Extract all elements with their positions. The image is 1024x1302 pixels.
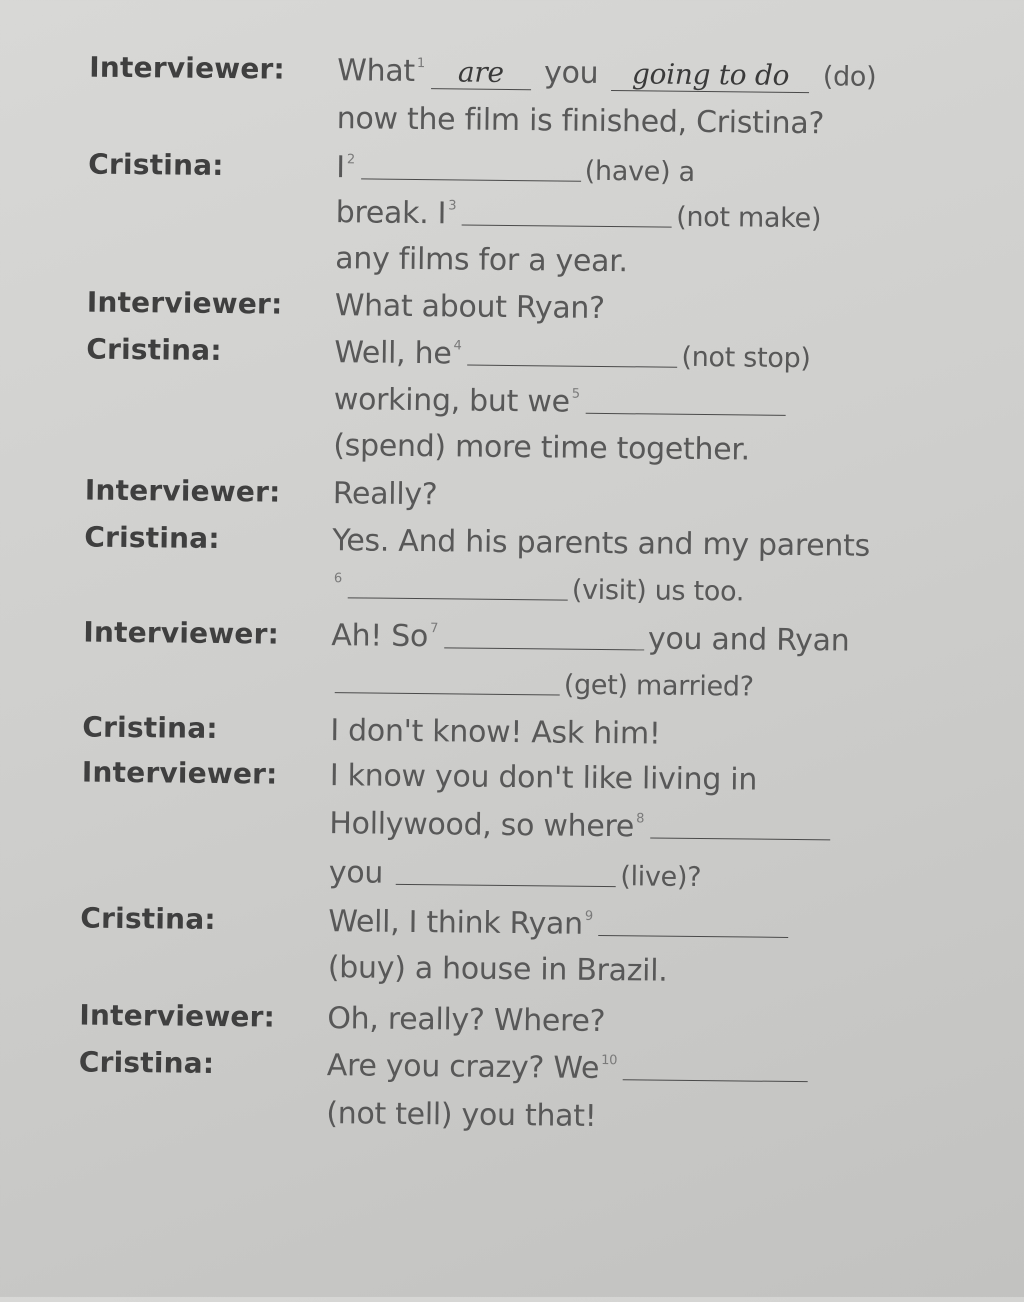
answer-blank-8b[interactable]: [396, 858, 616, 887]
gap-number: 10: [601, 1052, 618, 1069]
line-text: Well, he $^4$ (not stop): [334, 335, 811, 375]
answer-blank-9[interactable]: [599, 909, 789, 938]
answer-blank-4[interactable]: [467, 339, 677, 368]
answer-blank-6[interactable]: [348, 571, 568, 600]
line-text: I don't know! Ask him!: [330, 713, 661, 752]
answer-blank-7b[interactable]: [335, 666, 560, 695]
line-text: Hollywood, so where $^8$: [329, 806, 834, 846]
gap-number: 1: [416, 56, 426, 72]
speaker-label: Interviewer:: [83, 615, 280, 651]
speaker-label: Interviewer:: [79, 998, 276, 1034]
speaker-label: Cristina:: [80, 901, 216, 936]
speaker-label: Interviewer:: [86, 285, 283, 321]
speaker-label: Cristina:: [82, 710, 218, 745]
line-text: What about Ryan?: [334, 288, 605, 326]
line-text: I $^2$ (have) a: [336, 150, 695, 188]
line-text: (buy) a house in Brazil.: [327, 950, 668, 989]
example-answer-1: are: [431, 55, 531, 90]
answer-blank-7a[interactable]: [444, 621, 644, 650]
speaker-label: Interviewer:: [81, 755, 278, 791]
gap-number: 8: [636, 811, 645, 827]
speaker-label: Cristina:: [84, 520, 220, 555]
speaker-label: Cristina:: [86, 332, 222, 367]
line-text: (spend) more time together.: [333, 428, 751, 468]
gap-number: 9: [584, 908, 593, 924]
gap-number: 6: [333, 571, 342, 587]
line-text: Are you crazy? We $^{10}$: [327, 1048, 813, 1088]
line-text: Well, I think Ryan $^9$: [328, 904, 793, 944]
line-text: you (live)?: [328, 855, 702, 894]
answer-blank-5[interactable]: [586, 387, 786, 416]
answer-blank-2[interactable]: [361, 152, 581, 181]
dialogue-line: [0, 947, 1014, 1006]
line-text: (not tell) you that!: [326, 1096, 597, 1134]
gap-number: 5: [571, 386, 580, 402]
line-text: working, but we $^5$: [334, 382, 790, 422]
line-text: (get) married?: [331, 664, 754, 703]
line-text: now the film is finished, Cristina?: [336, 101, 825, 142]
speaker-label: Cristina:: [78, 1045, 215, 1080]
line-text: break. I $^3$ (not make): [335, 195, 822, 235]
answer-blank-10[interactable]: [623, 1053, 808, 1082]
dialogue-line: [0, 1093, 1012, 1152]
line-text: Ah! So $^7$ you and Ryan: [331, 618, 850, 659]
answer-blank-8a[interactable]: [650, 811, 830, 840]
gap-number: 7: [430, 621, 439, 637]
line-text: Really?: [332, 476, 438, 513]
line-text: What $^1$ are you going to do (do): [337, 53, 877, 93]
gap-number: 3: [448, 198, 457, 214]
speaker-label: Interviewer:: [89, 50, 286, 86]
line-text: Yes. And his parents and my parents: [332, 523, 871, 564]
line-text: Oh, really? Where?: [327, 1001, 606, 1040]
speaker-label: Interviewer:: [84, 473, 281, 509]
example-answer-2: going to do: [611, 57, 809, 93]
answer-blank-3[interactable]: [462, 198, 672, 227]
line-text: any films for a year.: [335, 241, 628, 280]
gap-number: 4: [453, 338, 462, 354]
speaker-label: Cristina:: [88, 147, 224, 182]
line-text: $^6$ (visit) us too.: [333, 571, 745, 608]
line-text: I know you don't like living in: [329, 758, 758, 798]
gap-number: 2: [346, 152, 355, 168]
